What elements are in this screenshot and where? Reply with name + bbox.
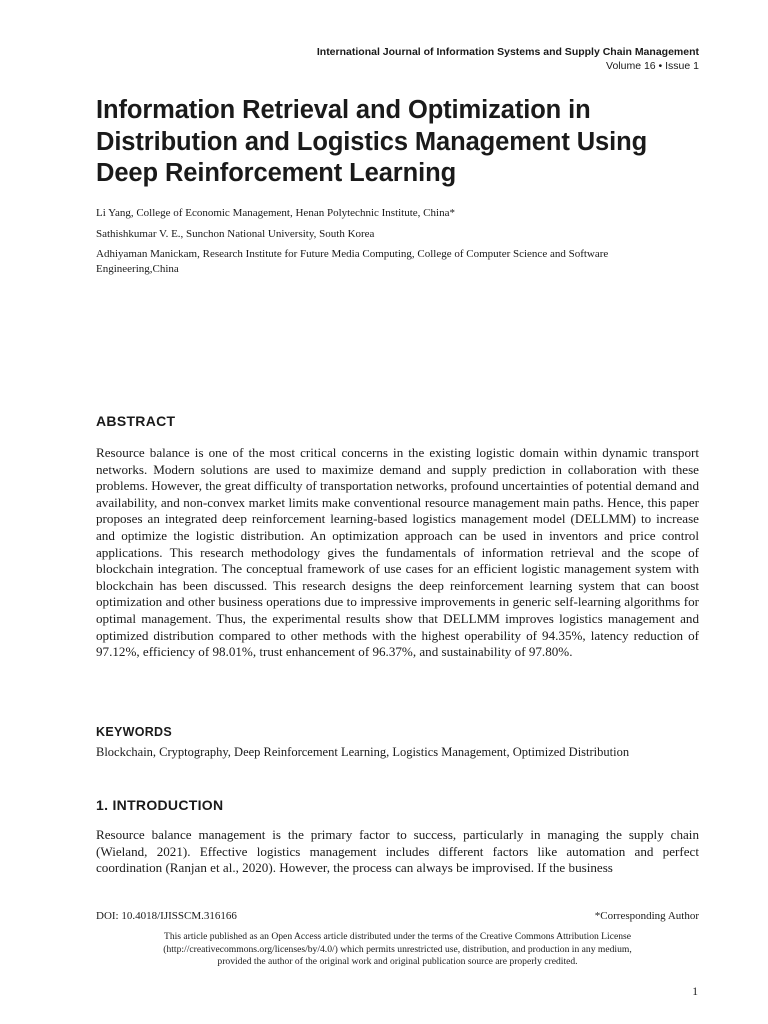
author-line: Li Yang, College of Economic Management, Henan Polytechnic Institute, China* [96, 207, 455, 219]
keywords-text: Blockchain, Cryptography, Deep Reinforcement Learning, Logistics Management, Optimized Distribution [96, 745, 630, 759]
abstract-heading: ABSTRACT [96, 413, 176, 429]
author-line: Adhiyaman Manickam, Research Institute for Future Media Computing, College of Computer Science and Software Engineering,China [96, 248, 609, 275]
keywords-heading: KEYWORDS [96, 725, 173, 739]
author-list [96, 206, 686, 282]
journal-header [317, 45, 699, 73]
journal-name: International Journal of Information Systems and Supply Chain Management [316, 46, 699, 58]
abstract-text: Resource balance is one of the most critical concerns in the existing logistic domain within dynamic transport networks. Modern solutions are used to maximize demand and supply prediction in collaboration with these problems. However, the great difficulty of transportation networks, profound uncertainties of potential demand and availability, and non-convex market limits make conventional resource management main paths. Hence, this paper proposes an integrated deep reinforcement learning-based logistics management model (DELLMM) to increase and optimize the logistic distribution. An optimization approach can be used in inventors and price control applications. This research methodology gives the fundamentals of information retrieval and the scope of blockchain integration. The conceptual framework of use cases for an efficient logistic management system with blockchain has been discussed. This research designs the deep reinforcement learning system that can boost optimization and other business operations due to impressive improvements in generic self-learning algorithms for optimal management. Thus, the experimental results show that DELLMM improves logistics management and optimized distribution compared to other methods with the highest operability of 94.35%, latency reduction of 97.12%, efficiency of 98.01%, trust enhancement of 96.37%, and sustainability of 97.80%. [96, 445, 699, 660]
license-line: provided the author of the original work and original publication source are properly credited. [217, 956, 578, 967]
license-notice [96, 931, 699, 969]
corresponding-author-note: *Corresponding Author [594, 910, 699, 922]
introduction-heading: 1. INTRODUCTION [96, 797, 224, 813]
page-number: 1 [692, 986, 698, 998]
introduction-text: Resource balance management is the primary factor to success, particularly in managing the supply chain (Wieland, 2021). Effective logistics management includes different factors like automation and perfect coordination (Ranjan et al., 2020). However, the process can always be improvised. If the business [96, 827, 699, 876]
license-line: This article published as an Open Access article distributed under the terms of the Creative Commons Attribution License [163, 931, 632, 942]
author-line: Sathishkumar V. E., Sunchon National University, South Korea [96, 227, 375, 240]
volume-issue: Volume 16 • Issue 1 [606, 60, 699, 72]
license-line: (http://creativecommons.org/licenses/by/4.0/) which permits unrestricted use, distribution, and production in any medium, [163, 943, 632, 955]
paper-title: Information Retrieval and Optimization in Distribution and Logistics Management Using Deep Reinforcement Learning [96, 96, 648, 187]
doi: DOI: 10.4018/IJISSCM.316166 [96, 910, 237, 922]
